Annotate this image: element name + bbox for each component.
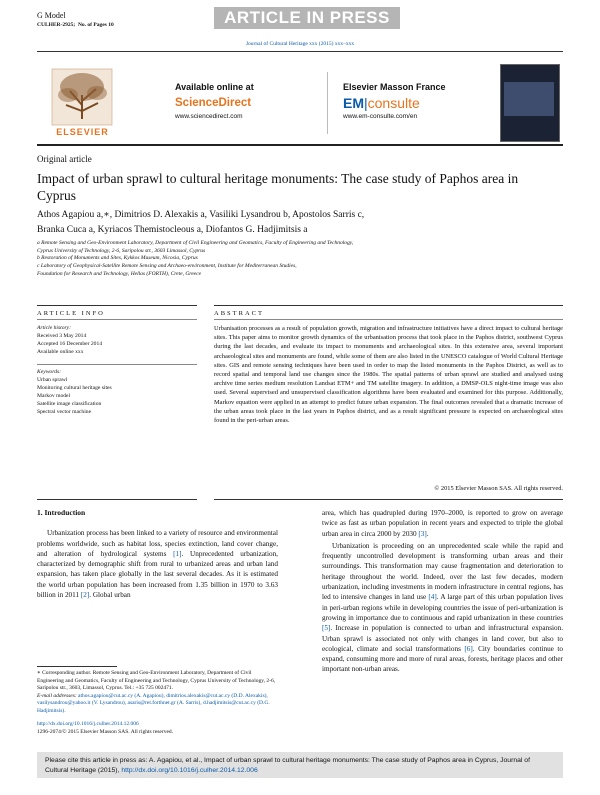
- intro-paragraph-2: Urbanization is proceeding on an unprecedented scale while the rapid and frequently uncontrolled development is transforming urban areas and their surroundings. This transformation may cause fragmentation and deterioration to heritage throughout the world. Indeed, over the last few decades, modern urbanization, including investments in modern infrastructure in central regions, has led to intensive changes in land use [4]. A large part of this urban population lives in peri-urban regions while in developing countries the issue of peri-urbanization is growing in importance due to continuous and rapid urbanization in these countries [5]. Increase in population is connected to urban and infrastructural expansion. Urban sprawl is associated not only with changes in land cover, but also to ecological, climate and social transformations [6]. City boundaries continue to expand, consuming more and more of rural areas, forests, heritage places and other important non-urban areas.: [322, 541, 563, 674]
- history-label: Article history:: [37, 325, 72, 331]
- reference-link[interactable]: [5]: [322, 624, 331, 633]
- top-rule: [37, 51, 563, 52]
- article-info-heading: ARTICLE INFO: [37, 310, 105, 317]
- keyword-item: Satellite image classification: [37, 401, 102, 407]
- article-ref: CULHER-2925;: [37, 22, 76, 28]
- reference-link[interactable]: [4]: [428, 593, 437, 602]
- keyword-item: Monitoring cultural heritage sites: [37, 385, 112, 391]
- elsevier-wordmark: ELSEVIER: [56, 127, 109, 137]
- affiliation-c-cont: Foundation for Research and Technology, Hellas (FORTH), Crete, Greece: [37, 270, 202, 277]
- elsevier-masson-label: Elsevier Masson France: [343, 82, 446, 92]
- em-consulte-url[interactable]: www.em-consulte.com/en: [343, 113, 418, 120]
- manuscript-ref: [37, 22, 114, 28]
- article-in-press-banner: ARTICLE IN PRESS: [214, 7, 400, 29]
- article-type: Original article: [37, 154, 92, 164]
- reference-link[interactable]: [6]: [464, 644, 473, 653]
- copyright-notice: © 2015 Elsevier Masson SAS. All rights reserved.: [434, 485, 563, 492]
- issn-line: 1296-2074/© 2015 Elsevier Masson SAS. All rights reserved.: [37, 728, 174, 735]
- authors-line-1: Athos Agapiou a,∗, Dimitrios D. Alexakis a, Vasiliki Lysandrou b, Apostolos Sarris c,: [37, 210, 365, 220]
- abstract-rule-sub: [214, 319, 563, 320]
- reference-link[interactable]: [2]: [80, 591, 90, 600]
- abstract-text: Urbanisation processes as a result of population growth, migration and infrastructure initiatives have a direct impact to cultural heritage sites. This paper aims to monitor growth dynamics of the urbanisation process that took place in the Paphos district, southwest Cyprus during the last decades, and evaluate its impact to monuments and archaeological sites. In this extensive area, several important archaeological sites and monuments are found, while some of them are also listed in the UNESCO catalogue of World Cultural Heritage sites. GIS and remote sensing techniques have been used in order to map the listed monuments in the Paphos District, as well as to record spatial and temporal land use changes since the 1980s. The spatial patterns of urban sprawl are studied and analysed using archive time series medium resolution Landsat ETM+ and TM satellite imagery. In addition, a DMSP-OLS night-time image was also used. Several supervised and unsupervised classification algorithms have been evaluated and examined for this purpose. Additionally, Markov equation were applied in an attempt to predict future urban expansion. The final outcomes revealed that a dramatic increase of the urban areas took place in the last years in Paphos district, and as a result significant pressure is expected on archaeological sites found in the peri-urban areas.: [214, 325, 563, 425]
- info-rule-top: [37, 305, 197, 306]
- em-mark: EM: [343, 95, 364, 111]
- em-consulte-logo[interactable]: EM|consulte: [343, 95, 420, 111]
- footnotes: [37, 670, 278, 715]
- affiliation-b: b Restoration of Monuments and Sites, Kykkos Museum, Nicosia, Cyprus: [37, 255, 198, 262]
- journal-cover-photo: [504, 82, 554, 116]
- email-links[interactable]: athos.agapiou@cut.ac.cy (A. Agapiou), dimitrios.alexakis@cut.ac.cy (D.D. Alexakis), vasilysandrou@yahoo.it (V. Lysandrou), asaris@ret.forthnet.gr (A. Sarris), d.hadjimitsis@cut.ac.cy (D.G. Hadjimitsis).: [37, 692, 270, 714]
- sciencedirect-url[interactable]: www.sciencedirect.com: [175, 113, 243, 120]
- keywords-rule: [37, 364, 197, 365]
- authors-line-2: Branka Cuca a, Kyriacos Themistocleous a, Diofantos G. Hadjimitsis a: [37, 225, 308, 235]
- affiliation-c: c Laboratory of Geophysical-Satellite Remote Sensing and Archaeo-environment, Institute for Mediterranean Studies,: [37, 263, 297, 270]
- intro-paragraph-1-cont: area, which has quadrupled during 1970–2000, is reported to grow on average twice as fast as urban population in recent years and expected to triple the global urban area in circa 2000 by 2030 [3].: [322, 509, 563, 538]
- affiliations: [37, 240, 563, 279]
- banner-rule: [37, 144, 563, 146]
- intro-paragraph-1: Urbanization process has been linked to a variety of resource and environmental problems worldwide, such as habitat loss, species extinction, land cover change, and alteration of hydrological systems [1]. Unprecedented urbanization, characterized by demographic shift from rural to urbanized areas and urban land expansion, has taken place globally in the last several decades. As it is estimated the world urban population has been increased from 1.35 billion in 1970 to 3.63 billion in 2011 [2]. Global urban: [37, 529, 278, 600]
- reference-link[interactable]: [1]: [173, 549, 182, 558]
- keyword-item: Markov model: [37, 393, 71, 399]
- affiliation-a-cont: Cyprus University of Technology, 2-6, Saripolou str., 3603 Limassol, Cyprus: [37, 247, 206, 254]
- keywords-label: Keywords:: [37, 369, 62, 375]
- accepted-date: Accepted 16 December 2014: [37, 341, 103, 347]
- affiliation-a: a Remote Sensing and Geo-Environment Laboratory, Department of Civil Engineering and Geomatics, Faculty of Engineering and Technology,: [37, 240, 354, 246]
- received-date: Received 3 May 2014: [37, 333, 87, 339]
- abstract-heading: ABSTRACT: [214, 310, 264, 317]
- keyword-item: Urban sprawl: [37, 377, 68, 383]
- footnote-rule: [37, 666, 117, 667]
- abstract-rule-bottom: [214, 499, 563, 500]
- article-title: Impact of urban sprawl to cultural heritage monuments: The case study of Paphos area in Cyprus: [37, 171, 519, 203]
- sciencedirect-logo[interactable]: ScienceDirect: [175, 97, 252, 109]
- author-list: [37, 208, 557, 238]
- body-column-right: [322, 508, 563, 675]
- available-online-label: Available online at: [175, 82, 254, 92]
- citation-text: Please cite this article in press as: A. Agapiou, et al., Impact of urban sprawl to cultural heritage monuments: The case study of Paphos area in Cyprus, Journal of Cultural Heritage (2015), http://dx.doi.org/10.1016/j.culher.2014.12.006: [45, 757, 530, 774]
- page-count: No. of Pages 10: [77, 22, 114, 28]
- introduction-heading: 1. Introduction: [37, 508, 86, 517]
- doi-issn: [37, 721, 173, 736]
- online-date: Available online xxx: [37, 349, 84, 355]
- consulte-mark: consulte: [367, 95, 420, 111]
- info-rule-sub: [37, 319, 197, 320]
- body-column-left: [37, 508, 278, 600]
- journal-line[interactable]: Journal of Cultural Heritage xxx (2015) xxx–xxx: [245, 41, 355, 47]
- reference-link[interactable]: [3]: [418, 529, 427, 538]
- citation-doi-link[interactable]: http://dx.doi.org/10.1016/j.culher.2014.12.006: [121, 767, 258, 774]
- g-model-label: G Model: [37, 11, 66, 20]
- banner-divider: [327, 72, 328, 134]
- keyword-item: Spectral vector machine: [37, 409, 92, 415]
- corresponding-author-note: ∗ Corresponding author. Remote Sensing and Geo-Environment Laboratory, Department of Civil Engineering and Geomatics, Faculty of Engineering and Technology, Cyprus University of Technology, 2-6, Saripolou str., 3603, Limassol, Cyprus. Tel.: +35 725 002471.: [37, 670, 276, 691]
- info-rule-bottom: [37, 499, 197, 500]
- email-addresses: E-mail addresses: athos.agapiou@cut.ac.cy (A. Agapiou), dimitrios.alexakis@cut.ac.cy (D.D. Alexakis), vasilysandrou@yahoo.it (V. Lysandrou), asaris@ret.forthnet.gr (A. Sarris), d.hadjimitsis@cut.ac.cy (D.G. Hadjimitsis).: [37, 692, 270, 714]
- doi-link[interactable]: http://dx.doi.org/10.1016/j.culher.2014.12.006: [37, 721, 139, 727]
- article-info: [37, 324, 197, 416]
- abstract-rule-top: [214, 305, 563, 306]
